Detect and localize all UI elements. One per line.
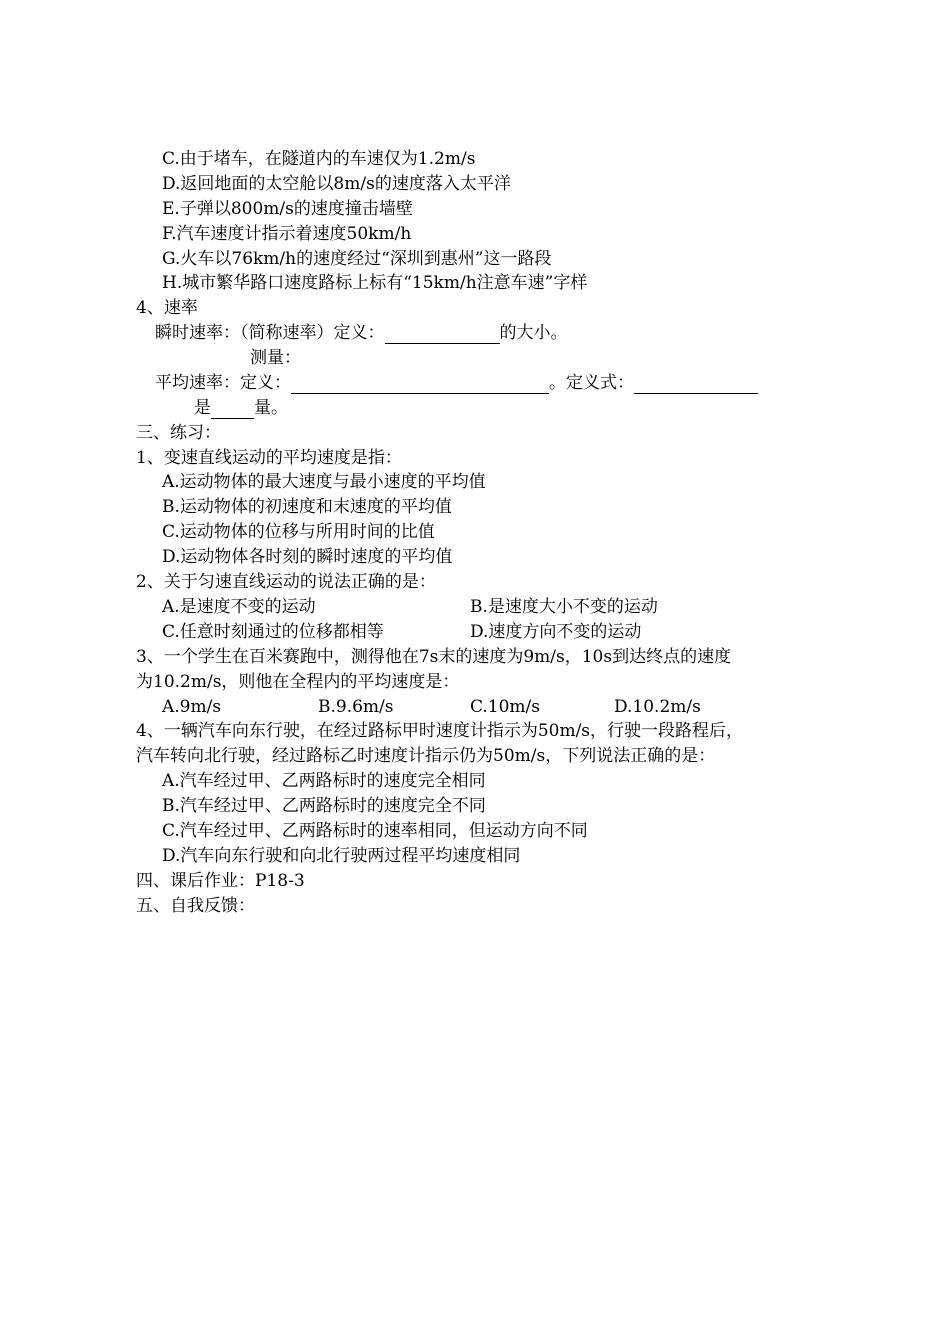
homework-heading: 四、课后作业：P18-3 (136, 871, 305, 891)
q3-stem-line2: 为10.2m/s，则他在全程内的平均速度是： (136, 672, 460, 692)
q4-stem-line1: 4、一辆汽车向东行驶，在经过路标甲时速度计指示为50m/s，行驶一段路程后， (136, 721, 744, 741)
instant-rate-line (155, 322, 568, 344)
option-d-prev: D.返回地面的太空舱以8m/s的速度落入太平洋 (162, 174, 511, 194)
option-h-prev: H.城市繁华路口速度路标上标有“15km/h注意车速”字样 (162, 273, 588, 293)
section-heading-rate: 4、速率 (136, 298, 198, 318)
q1-stem: 1、变速直线运动的平均速度是指： (136, 448, 402, 468)
option-g-prev: G.火车以76km/h的速度经过“深圳到惠州”这一路段 (162, 249, 552, 269)
option-f-prev: F.汽车速度计指示着速度50km/h (162, 224, 412, 244)
average-rate-definition-blank[interactable] (291, 375, 549, 394)
q2-option-d: D.速度方向不变的运动 (470, 622, 642, 642)
instant-rate-prefix: 瞬时速率：（简称速率）定义： (155, 323, 385, 343)
q4-option-c: C.汽车经过甲、乙两路标时的速率相同，但运动方向不同 (162, 821, 588, 841)
q4-option-d: D.汽车向东行驶和向北行驶两过程平均速度相同 (162, 846, 521, 866)
instant-rate-suffix: 的大小。 (499, 323, 568, 343)
q3-stem-line1: 3、一个学生在百米赛跑中，测得他在7s末的速度为9m/s，10s到达终点的速度 (136, 647, 732, 667)
q3-option-c: C.10m/s (470, 697, 541, 717)
quantity-type-blank[interactable] (211, 400, 254, 419)
q2-stem: 2、关于匀速直线运动的说法正确的是： (136, 572, 436, 592)
q4-stem-line2: 汽车转向北行驶，经过路标乙时速度计指示仍为50m/s，下列说法正确的是： (136, 746, 716, 766)
q3-option-d: D.10.2m/s (614, 697, 701, 717)
q2-option-b: B.是速度大小不变的运动 (470, 597, 658, 617)
quantity-type-suffix: 量。 (254, 398, 288, 418)
practice-heading: 三、练习： (136, 423, 221, 443)
option-c-prev: C.由于堵车，在隧道内的车速仅为1.2m/s (162, 149, 476, 169)
average-rate-mid: 。定义式： (549, 373, 634, 393)
q2-option-a: A.是速度不变的运动 (162, 597, 316, 617)
q1-option-a: A.运动物体的最大速度与最小速度的平均值 (162, 472, 486, 492)
measure-label: 测量： (250, 348, 301, 368)
option-e-prev: E.子弹以800m/s的速度撞击墙壁 (162, 199, 413, 219)
q2-option-c: C.任意时刻通过的位移都相等 (162, 622, 384, 642)
q4-option-a: A.汽车经过甲、乙两路标时的速度完全相同 (162, 771, 486, 791)
feedback-heading: 五、自我反馈： (136, 896, 255, 916)
average-rate-formula-blank[interactable] (634, 375, 758, 394)
quantity-type-prefix: 是 (194, 398, 211, 418)
q1-option-d: D.运动物体各时刻的瞬时速度的平均值 (162, 547, 453, 567)
q3-option-a: A.9m/s (162, 697, 222, 717)
average-rate-prefix: 平均速率：定义： (155, 373, 291, 393)
quantity-type-line (194, 397, 288, 419)
average-rate-line (155, 372, 758, 394)
q1-option-b: B.运动物体的初速度和末速度的平均值 (162, 497, 452, 517)
q1-option-c: C.运动物体的位移与所用时间的比值 (162, 522, 435, 542)
instant-rate-blank[interactable] (385, 325, 500, 344)
q3-option-b: B.9.6m/s (318, 697, 394, 717)
q4-option-b: B.汽车经过甲、乙两路标时的速度完全不同 (162, 796, 486, 816)
